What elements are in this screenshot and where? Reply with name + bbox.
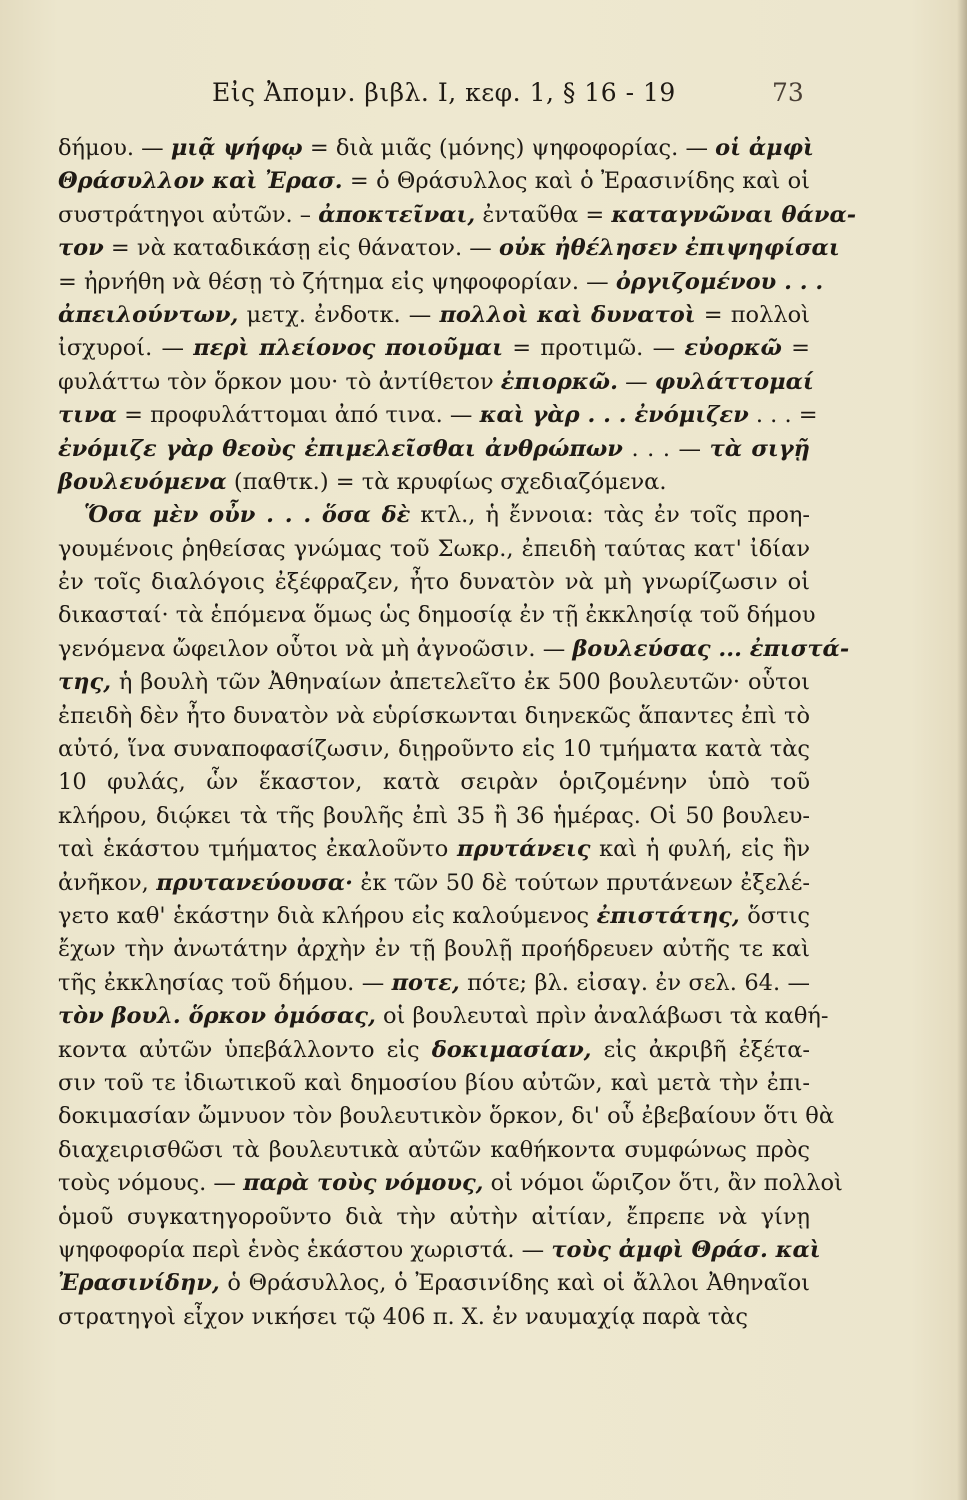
text-line (58, 299, 810, 332)
text-line (58, 199, 857, 232)
lemma-text: περὶ πλείονος ποιοῦμαι (193, 335, 503, 362)
lemma-text: Ἐρασινίδην, (58, 1270, 220, 1297)
text-line (58, 566, 810, 599)
gloss-text: γετο καθ' ἑκάστην διὰ κλήρου εἰς καλούμενος (58, 902, 597, 929)
lemma-text: τὸν βουλ. ὅρκον ὀμόσας, (58, 1003, 376, 1030)
lemma-text: οἱ ἀμφὶ (715, 135, 814, 161)
text-line (58, 165, 810, 198)
lemma-text: ποτε, (391, 969, 460, 996)
text-line (58, 1067, 810, 1100)
gloss-text: αὐτό, ἵνα συναποφασίζωσιν, διῃροῦντο εἰς 10 τμήματα κατὰ τὰς (58, 736, 810, 763)
lemma-text: ἀπειλούντων, (58, 301, 239, 328)
gloss-text: κτλ., ἡ ἔννοια: τὰς ἐν τοῖς προη- (410, 502, 810, 529)
text-line (58, 1134, 810, 1167)
text-line (58, 1100, 835, 1133)
page-edge-shadow (957, 0, 967, 1500)
gloss-text: γουμένοις ῥηθείσας γνώμας τοῦ Σωκρ., ἐπειδὴ ταύτας κατ' ἰδίαν (58, 535, 810, 562)
lemma-text: Ὅσα μὲν οὖν . . . ὅσα δὲ (84, 502, 411, 529)
gloss-text: στρατηγοὶ εἶχον νικήσει τῷ 406 π. Χ. ἐν ναυμαχίᾳ παρὰ τὰς (58, 1303, 748, 1330)
gloss-text: ἔχων τὴν ἀνωτάτην ἀρχὴν ἐν τῇ βουλῇ προήδρευεν αὐτῆς τε καὶ (58, 936, 810, 963)
lemma-text: πολλοὶ καὶ δυνατοὶ (439, 301, 696, 328)
text-line (58, 666, 810, 699)
lemma-text: βουλεύσας ... ἐπιστά- (572, 635, 850, 662)
text-line (58, 599, 816, 632)
text-line (58, 700, 810, 733)
gloss-text: διαχειρισθῶσι τὰ βουλευτικὰ αὐτῶν καθήκοντα συμφώνως πρὸς (58, 1136, 810, 1163)
text-line (58, 332, 810, 365)
gloss-text: ψηφοφορία περὶ ἑνὸς ἑκάστου χωριστά. — (58, 1236, 552, 1263)
gloss-text: = προφυλάττομαι ἀπό τινα. — (116, 402, 480, 429)
lemma-text: παρὰ τοὺς νόμους, (243, 1170, 484, 1197)
gloss-text: = προτιμῶ. — (502, 335, 685, 362)
text-line (58, 1034, 810, 1067)
gloss-text: ἐνταῦθα = (475, 201, 612, 228)
lemma-text: Θράσυλλον καὶ Ἐρασ. (58, 168, 343, 195)
gloss-text: ἡ βουλὴ τῶν Ἀθηναίων ἀπετελεῖτο ἐκ 500 βουλευτῶν· οὗτοι (111, 669, 810, 696)
lemma-text: τὰ σιγῇ (709, 435, 811, 462)
gloss-text: = πολλοὶ (695, 301, 810, 328)
lemma-text: εὐορκῶ (684, 335, 782, 362)
gloss-text: = ὁ Θράσυλλος καὶ ὁ Ἐρασινίδης καὶ οἱ (342, 168, 810, 195)
lemma-text: τοὺς ἀμφὶ Θράσ. καὶ (551, 1236, 821, 1263)
text-line (58, 533, 810, 566)
gloss-text: φυλάττω τὸν ὅρκον μου· τὸ ἀντίθετον (58, 368, 501, 395)
gloss-text: εἰς ἀκριβῆ ἐξέτα- (591, 1036, 811, 1063)
lemma-text: καταγνῶναι θάνα- (611, 201, 857, 228)
gloss-text: τοὺς νόμους. — (58, 1170, 244, 1197)
lemma-text: πρυτάνεις (457, 836, 591, 863)
text-line (58, 232, 840, 265)
gloss-text: — (617, 368, 655, 395)
text-line (58, 399, 818, 432)
text-line (58, 1234, 821, 1267)
text-line (58, 766, 810, 799)
gloss-text: κοντα αὐτῶν ὑπεβάλλοντο εἰς (58, 1036, 432, 1063)
gloss-text: ἐπειδὴ δὲν ἦτο δυνατὸν νὰ εὑρίσκωνται διηνεκῶς ἅπαντες ἐπὶ τὸ (58, 702, 810, 729)
gloss-text: δήμου. — (58, 135, 171, 161)
gloss-text: οἱ νόμοι ὥριζον ὅτι, ἂν πολλοὶ (483, 1170, 843, 1197)
gloss-text: συστράτηγοι αὐτῶν. – (58, 201, 319, 228)
lemma-text: οὐκ ἠθέλησεν ἐπιψηφίσαι (498, 235, 840, 262)
gloss-text: γενόμενα ὤφειλον οὗτοι νὰ μὴ ἀγνοῶσιν. — (58, 635, 573, 662)
gloss-text: . . . = (748, 402, 818, 429)
gloss-text: (παθτκ.) = τὰ κρυφίως σχεδιαζόμενα. (226, 468, 667, 495)
lemma-text: ἐνόμιζε γὰρ θεοὺς ἐπιμελεῖσθαι ἀνθρώπων (58, 435, 623, 462)
gloss-text: ἀνῆκον, (58, 869, 157, 896)
lemma-text: ἐπιστάτης, (596, 902, 740, 929)
gloss-text: καὶ ἡ φυλή, εἰς ἣν (590, 836, 810, 863)
gloss-text: τῆς ἐκκλησίας τοῦ δήμου. — (58, 969, 392, 996)
gloss-text: ἰσχυροί. — (58, 335, 194, 362)
lemma-text: ἀποκτεῖναι, (318, 201, 476, 228)
gloss-text: δοκιμασίαν ὤμνυον τὸν βουλευτικὸν ὅρκον, δι' οὗ ἐβεβαίουν ὅτι θὰ (58, 1103, 835, 1130)
text-line (58, 1201, 810, 1234)
gloss-text: δικασταί· τὰ ἑπόμενα ὅμως ὡς δημοσίᾳ ἐν τῇ ἐκκλησίᾳ τοῦ δήμου (58, 602, 816, 629)
lemma-text: τινα (58, 402, 117, 429)
text-line (58, 499, 810, 532)
text-line (58, 1167, 843, 1200)
text-line (58, 132, 814, 165)
gloss-text: 10 φυλάς, ὧν ἕκαστον, κατὰ σειρὰν ὁριζομένην ὑπὸ τοῦ (58, 769, 810, 796)
gloss-text: ἐκ τῶν 50 δὲ τούτων πρυτάνεων ἐξελέ- (352, 869, 810, 896)
text-line (58, 967, 810, 1000)
lemma-text: ὀργιζομένου . . . (615, 268, 824, 295)
page-header (0, 78, 967, 118)
text-line (58, 933, 810, 966)
lemma-text: μιᾷ ψήφῳ (170, 135, 303, 161)
running-head: Εἰς Ἀπομν. βιβλ. Ι, κεφ. 1, § 16 - 19 (212, 78, 676, 107)
gloss-text: ὅστις (739, 902, 810, 929)
text-line (58, 1267, 810, 1300)
gloss-text: οἱ βουλευταὶ πρὶν ἀναλάβωσι τὰ καθή- (375, 1003, 829, 1030)
text-line (58, 266, 824, 299)
gloss-text: = διὰ μιᾶς (μόνης) ψηφοφορίας. — (302, 135, 716, 161)
lemma-text: φυλάττομαί (654, 368, 814, 395)
text-line (58, 900, 810, 933)
gloss-text: ταὶ ἑκάστου τμήματος ἐκαλοῦντο (58, 836, 458, 863)
text-line (58, 800, 810, 833)
gloss-text: = ἠρνήθη νὰ θέσῃ τὸ ζήτημα εἰς ψηφοφορίαν. — (58, 268, 616, 295)
body-text (58, 132, 857, 1334)
text-line (58, 433, 810, 466)
text-line (58, 733, 810, 766)
text-line (58, 466, 810, 499)
lemma-text: δοκιμασίαν, (431, 1036, 592, 1063)
text-line (58, 633, 850, 666)
gloss-text: μετχ. ἐνδοτκ. — (238, 301, 440, 328)
gloss-text: πότε; βλ. εἰσαγ. ἐν σελ. 64. — (459, 969, 810, 996)
text-line (58, 833, 810, 866)
gloss-text: ἐν τοῖς διαλόγοις ἐξέφραζεν, ἦτο δυνατὸν νὰ μὴ γνωρίζωσιν οἱ (58, 569, 810, 596)
lemma-text: καὶ γὰρ . . . ἐνόμιζεν (479, 402, 749, 429)
page-number: 73 (772, 78, 804, 107)
text-line (58, 366, 814, 399)
lemma-text: της, (58, 669, 112, 696)
text-line (58, 867, 810, 900)
lemma-text: ἐπιορκῶ. (500, 368, 618, 395)
lemma-text: πρυτανεύουσα· (156, 869, 353, 896)
lemma-text: τον (58, 235, 104, 262)
gloss-text: . . . — (622, 435, 710, 462)
gloss-text: σιν τοῦ τε ἰδιωτικοῦ καὶ δημοσίου βίου αὐτῶν, καὶ μετὰ τὴν ἐπι- (58, 1069, 810, 1096)
text-line (58, 1301, 810, 1334)
gloss-text: ὁ Θράσυλλος, ὁ Ἐρασινίδης καὶ οἱ ἄλλοι Ἀθηναῖοι (219, 1270, 810, 1297)
gloss-text: κλήρου, διῴκει τὰ τῆς βουλῆς ἐπὶ 35 ἢ 36 ἡμέρας. Οἱ 50 βουλευ- (58, 802, 810, 829)
gloss-text: = (781, 335, 811, 362)
gloss-text: = νὰ καταδικάσῃ εἰς θάνατον. — (103, 235, 499, 262)
text-line (58, 1000, 829, 1033)
gloss-text: ὁμοῦ συγκατηγοροῦντο διὰ τὴν αὐτὴν αἰτίαν, ἔπρεπε νὰ γίνῃ (58, 1203, 810, 1230)
lemma-text: βουλευόμενα (58, 468, 227, 495)
